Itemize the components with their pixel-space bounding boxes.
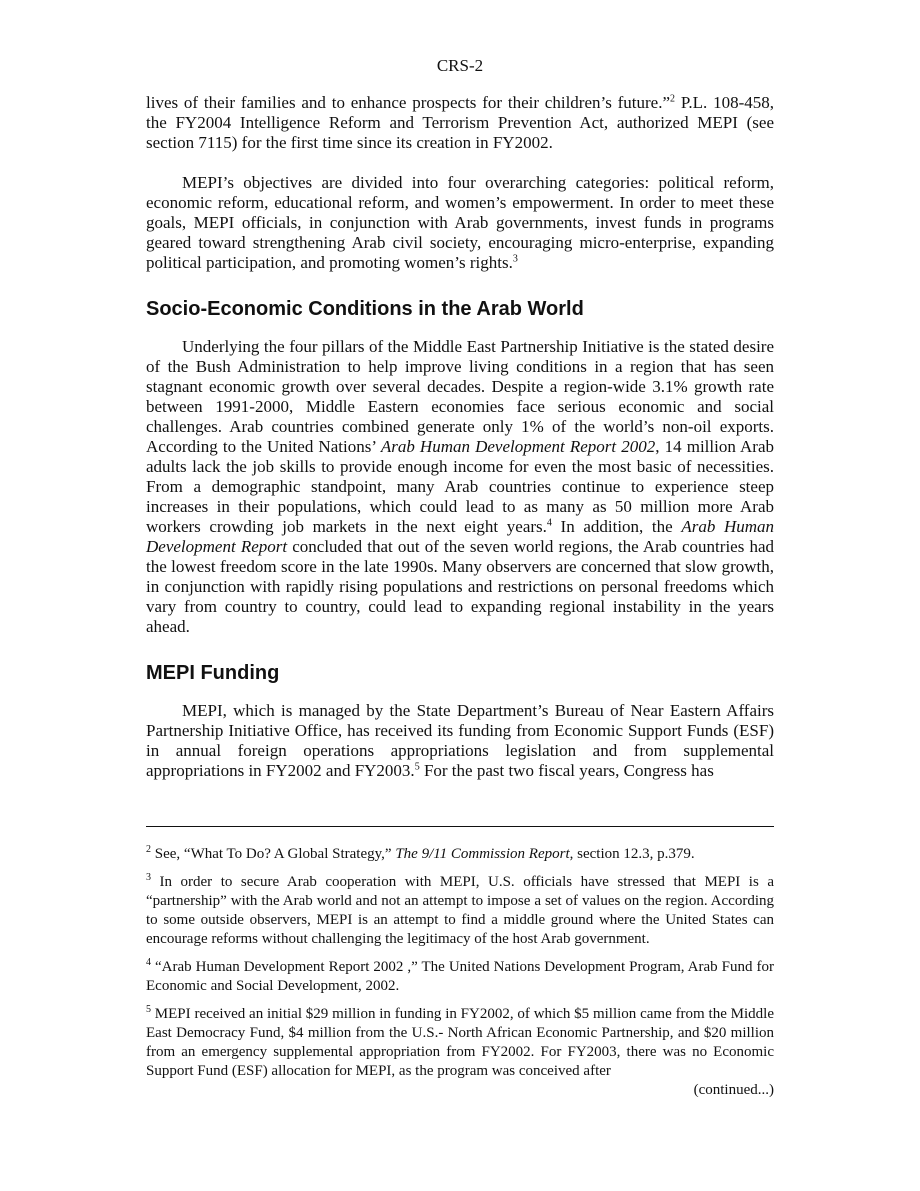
footnote-5-number: 5 — [146, 1004, 151, 1015]
footnote-4-text: “Arab Human Development Report 2002 ,” The United Nations Development Program, Arab Fund for Economic and Social Development, 2002. — [146, 959, 774, 994]
footnote-5-text: MEPI received an initial $29 million in funding in FY2002, of which $5 million came from the Middle East Democracy Fund, $4 million from the U.S.- North African Economic Partnership, and $20 million from an emergency supplemental appropriation from FY2002. For FY2003, there was no Economic Support Fund (ESF) allocation for MEPI, as the program was conceived after — [146, 1006, 774, 1079]
paragraph-1-text-b: P.L. 108-458, the FY2004 Intelligence Reform and Terrorism Prevention Act, authorized MEPI (see section 7115) for the first time since its creation in FY2002. — [146, 93, 774, 152]
footnote-5 — [146, 1005, 774, 1081]
paragraph-3-text-c: In addition, the — [551, 517, 682, 536]
footnotes — [146, 845, 774, 1100]
paragraph-3-text-a: Underlying the four pillars of the Middle East Partnership Initiative is the stated desire of the Bush Administration to help improve living conditions in a region that has seen stagnant economic growth over several decades. Despite a region-wide 3.1% growth rate between 1991-2000, Middle Eastern economies face serious economic and social challenges. Arab countries combined generate only 1% of the world’s non-oil exports. According to the United Nations’ — [146, 337, 774, 456]
paragraph-4 — [146, 701, 774, 781]
footnote-2-text-a: See, “What To Do? A Global Strategy,” — [151, 846, 396, 862]
report-title-italic-2: Arab Human Development Report — [146, 517, 774, 556]
paragraph-3-text-b: , 14 million Arab adults lack the job skills to provide enough income for even the most basic of necessities. From a demographic standpoint, many Arab countries continue to experience steep increases in their populations, which could lead to as many as 50 million more Arab workers crowding job markets in the next eight years. — [146, 437, 774, 536]
footnote-3-text: In order to secure Arab cooperation with MEPI, U.S. officials have stressed that MEPI is a “partnership” with the Arab world and not an attempt to impose a set of values on the region. According to some outside observers, MEPI is an attempt to find a middle ground where the United States can encourage reforms without challenging the legitimacy of the host Arab government. — [146, 874, 774, 947]
paragraph-3 — [146, 337, 774, 637]
footnote-ref-3: 3 — [512, 253, 518, 265]
paragraph-4-text-b: For the past two fiscal years, Congress has — [419, 761, 714, 780]
report-title-italic: Arab Human Development Report 2002 — [380, 437, 656, 456]
footnote-3-number: 3 — [146, 872, 151, 883]
paragraph-3-text-d: concluded that out of the seven world regions, the Arab countries had the lowest freedom score in the late 1990s. Many observers are concerned that slow growth, in conjunction with rapidly rising populations and restrictions on personal freedoms which vary from country to country, could lead to expanding regional instability in the years ahead. — [146, 537, 775, 636]
footnote-4 — [146, 958, 774, 996]
section-heading-mepi-funding: MEPI Funding — [146, 662, 280, 684]
footnote-2-italic: The 9/11 Commission Report — [395, 846, 570, 862]
footnote-2-text-b: , section 12.3, p.379. — [569, 846, 695, 862]
paragraph-4-text-a: MEPI, which is managed by the State Department’s Bureau of Near Eastern Affairs Partnership Initiative Office, has received its funding from Economic Support Funds (ESF) in annual foreign operations appropriations legislation and from supplemental appropriations in FY2002 and FY2003. — [146, 701, 774, 780]
page-number: CRS-2 — [436, 56, 484, 75]
page-header — [0, 55, 920, 77]
paragraph-2-text: MEPI’s objectives are divided into four overarching categories: political reform, economic reform, educational reform, and women’s empowerment. In order to meet these goals, MEPI officials, in conjunction with Arab governments, invest funds in programs geared toward strengthening Arab civil society, encouraging micro-enterprise, expanding political participation, and promoting women’s rights. — [146, 173, 774, 272]
paragraph-2 — [146, 173, 774, 273]
footnote-2-number: 2 — [146, 844, 151, 855]
paragraph-1 — [146, 93, 774, 153]
continued-note: (continued...) — [693, 1082, 774, 1098]
footnote-2 — [146, 845, 774, 864]
footnote-ref-2: 2 — [670, 93, 676, 105]
main-text — [146, 93, 774, 801]
footnote-3 — [146, 873, 774, 949]
section-heading-socio-economic: Socio-Economic Conditions in the Arab World — [146, 298, 584, 320]
paragraph-1-text-a: lives of their families and to enhance prospects for their children’s future.” — [146, 93, 671, 112]
footnote-4-number: 4 — [146, 957, 151, 968]
footnote-divider — [146, 826, 774, 827]
footnote-ref-4: 4 — [546, 517, 552, 529]
footnote-ref-5: 5 — [414, 761, 420, 773]
